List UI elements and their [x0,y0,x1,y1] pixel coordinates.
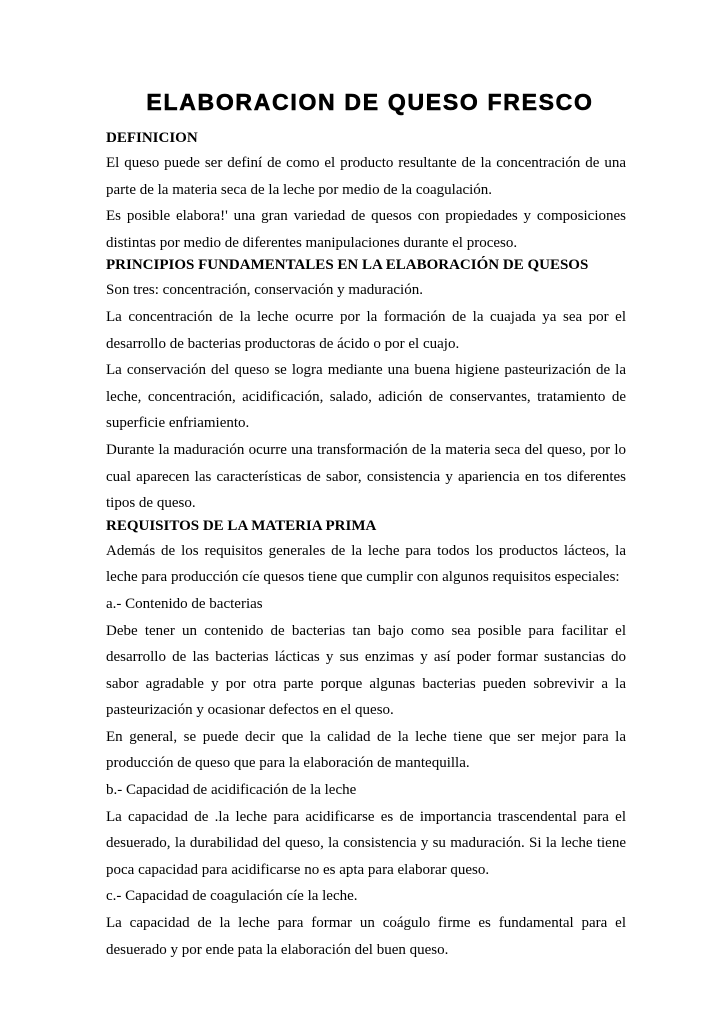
paragraph: La conservación del queso se logra mediante una buena higiene pasteurización de la leche, concentración, acidificación, salado, adición de conservantes, tratamiento de superficie enfriamiento. [106,362,626,432]
paragraph: Debe tener un contenido de bacterias tan bajo como sea posible para facilitar el desarrollo de las bacterias lácticas y sus enzimas y así poder formar sustancias do sabor agradable y por otra parte porque algunas bacterias pueden sobrevivir a la pasteurización y ocasionar defectos en el queso. [106,622,626,719]
paragraph: El queso puede ser definí de como el producto resultante de la concentración de una parte de la materia seca de la leche por medio de la coagulación. [106,155,626,198]
subheading: c.- Capacidad de coagulación cíe la leche. [106,888,358,905]
subheading: b.- Capacidad de acidificación de la leche [106,782,357,799]
paragraph: La capacidad de .la leche para acidificarse es de importancia trascendental para el desuerado, la durabilidad del queso, la consistencia y su maduración. Si la leche tiene poca capacidad para acidificarse no es apta para elaborar queso. [106,808,626,878]
subheading: a.- Contenido de bacterias [106,595,263,612]
paragraph: En general, se puede decir que la calidad de la leche tiene que ser mejor para la producción de queso que para la elaboración de mantequilla. [106,728,626,772]
section-heading: PRINCIPIOS FUNDAMENTALES EN LA ELABORACIÓN DE QUESOS [106,257,589,274]
document-title: ELABORACION DE QUESO FRESCO [146,89,594,115]
section-heading: REQUISITOS DE LA MATERIA PRIMA [106,517,377,534]
paragraph: Durante la maduración ocurre una transformación de la materia seca del queso, por lo cual aparecen las características de sabor, consistencia y apariencia en tos diferentes tipos de queso. [106,441,626,512]
paragraph: Además de los requisitos generales de la leche para todos los productos lácteos, la leche para producción cíe quesos tiene que cumplir con algunos requisitos especiales: [106,542,626,586]
paragraph: Son tres: concentración, conservación y maduración. [106,282,423,299]
paragraph: La capacidad de la leche para formar un coágulo firme es fundamental para el desuerado y por ende pata la elaboración del buen queso. [106,915,626,958]
paragraph: La concentración de la leche ocurre por la formación de la cuajada ya sea por el desarrollo de bacterias productoras de ácido o por el cuajo. [106,308,626,352]
section-definicion [106,129,626,256]
paragraph: Es posible elabora!' una gran variedad de quesos con propiedades y composiciones distintas por medio de diferentes manipulaciones durante el proceso. [106,208,626,251]
section-requisitos [106,517,626,964]
section-heading: DEFINICION [106,130,198,146]
document-page [106,86,626,963]
section-principios [106,256,626,516]
